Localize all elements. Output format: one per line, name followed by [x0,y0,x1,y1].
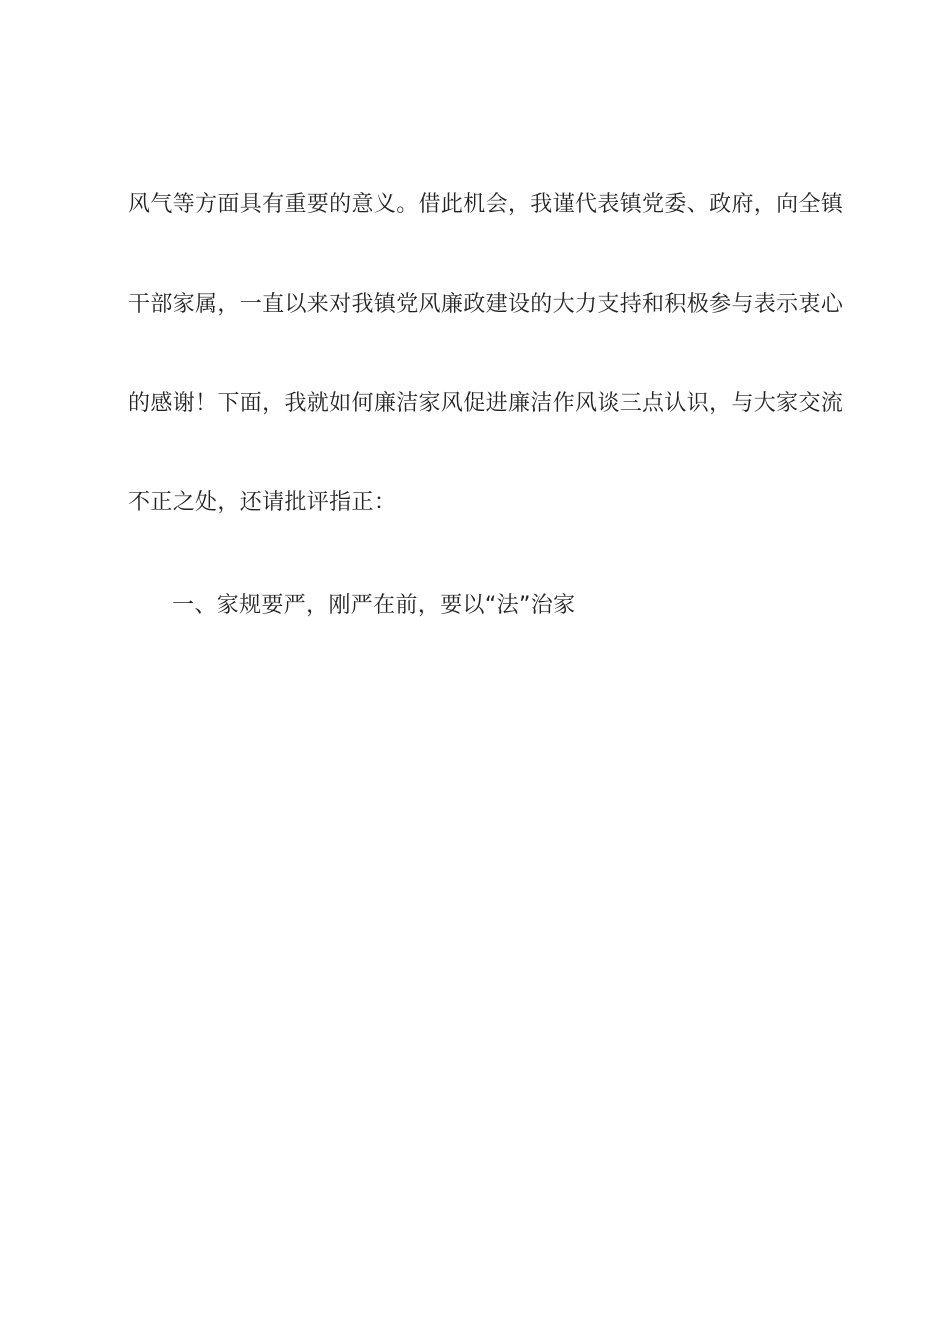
paragraph-line-2: 干部家属，一直以来对我镇党风廉政建设的大力支持和积极参与表示衷心 [128,292,844,317]
paragraph-line-4: 不正之处，还请批评指正： [128,490,397,515]
paragraph-line-3: 的感谢！下面，我就如何廉洁家风促进廉洁作风谈三点认识，与大家交流 [128,391,844,416]
section-heading: 一、家规要严，刚严在前，要以“法”治家 [172,593,576,618]
paragraph-line-1: 风气等方面具有重要的意义。借此机会，我谨代表镇党委、政府，向全镇 [128,192,844,217]
